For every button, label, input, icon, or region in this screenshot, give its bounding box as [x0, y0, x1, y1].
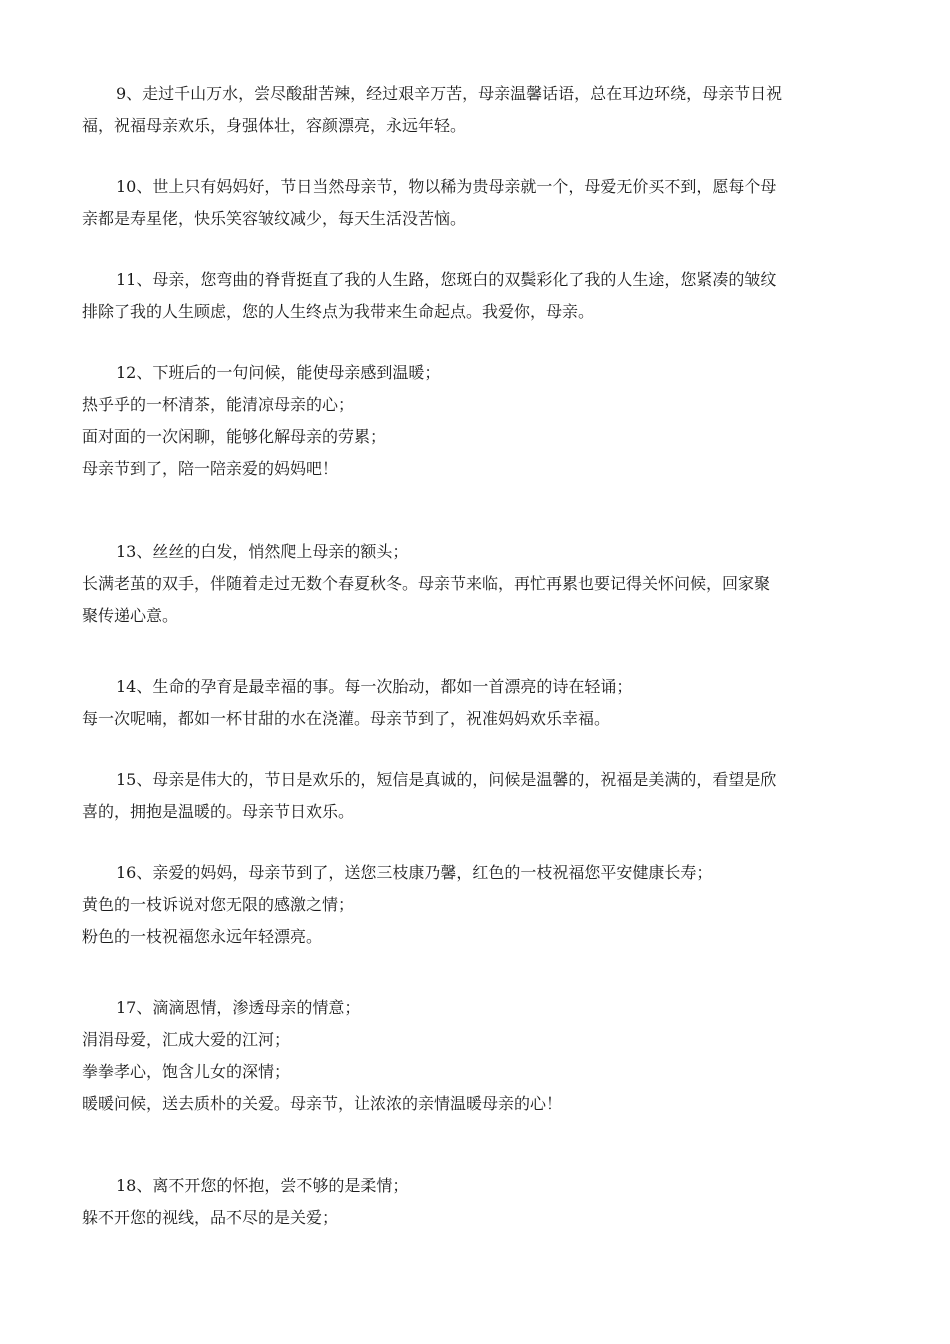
- paragraph-line: 亲都是寿星佬，快乐笑容皱纹减少，每天生活没苦恼。: [82, 209, 467, 228]
- paragraph-13: [82, 536, 872, 632]
- paragraph-line: 16、亲爱的妈妈，母亲节到了，送您三枝康乃馨，红色的一枝祝福您平安健康长寿；: [116, 863, 713, 882]
- paragraph-line: 福，祝福母亲欢乐，身强体壮，容颜漂亮，永远年轻。: [82, 116, 467, 135]
- paragraph-16: [82, 857, 872, 953]
- paragraph-line: 18、离不开您的怀抱，尝不够的是柔情；: [116, 1176, 409, 1195]
- paragraph-line: 面对面的一次闲聊，能够化解母亲的劳累；: [82, 427, 387, 446]
- paragraph-line: 17、滴滴恩情，渗透母亲的情意；: [116, 998, 361, 1017]
- paragraph-line: 母亲节到了，陪一陪亲爱的妈妈吧！: [82, 459, 339, 478]
- paragraph-line: 9、走过千山万水，尝尽酸甜苦辣，经过艰辛万苦，母亲温馨话语，总在耳边环绕，母亲节日祝: [116, 84, 783, 103]
- paragraph-line: 每一次呢喃，都如一杯甘甜的水在浇灌。母亲节到了，祝准妈妈欢乐幸福。: [82, 709, 611, 728]
- paragraph-line: 14、生命的孕育是最幸福的事。每一次胎动，都如一首漂亮的诗在轻诵；: [116, 677, 633, 696]
- paragraph-15: [82, 764, 872, 828]
- paragraph-17: [82, 992, 872, 1120]
- paragraph-line: 涓涓母爱，汇成大爱的江河；: [82, 1030, 291, 1049]
- paragraph-14: [82, 671, 872, 735]
- paragraph-line: 暖暖问候，送去质朴的关爱。母亲节，让浓浓的亲情温暖母亲的心！: [82, 1094, 563, 1113]
- paragraph-line: 拳拳孝心，饱含儿女的深情；: [82, 1062, 291, 1081]
- paragraph-18: [82, 1170, 872, 1234]
- paragraph-line: 12、下班后的一句问候，能使母亲感到温暖；: [116, 363, 441, 382]
- paragraph-line: 15、母亲是伟大的，节日是欢乐的，短信是真诚的，问候是温馨的，祝福是美满的，看望是欣: [116, 770, 777, 789]
- paragraph-line: 11、母亲，您弯曲的脊背挺直了我的人生路，您斑白的双鬓彩化了我的人生途，您紧凑的皱纹: [116, 270, 777, 289]
- paragraph-line: 长满老茧的双手，伴随着走过无数个春夏秋冬。母亲节来临，再忙再累也要记得关怀问候，回家聚: [82, 574, 771, 593]
- paragraph-line: 排除了我的人生顾虑，您的人生终点为我带来生命起点。我爱你，母亲。: [82, 302, 595, 321]
- paragraph-line: 喜的，拥抱是温暖的。母亲节日欢乐。: [82, 802, 355, 821]
- paragraph-line: 10、世上只有妈妈好，节日当然母亲节，物以稀为贵母亲就一个，母爱无价买不到，愿每个母: [116, 177, 777, 196]
- paragraph-line: 13、丝丝的白发，悄然爬上母亲的额头；: [116, 542, 409, 561]
- paragraph-line: 黄色的一枝诉说对您无限的感激之情；: [82, 895, 355, 914]
- paragraph-10: [82, 171, 872, 235]
- paragraph-line: 躲不开您的视线，品不尽的是关爱；: [82, 1208, 339, 1227]
- paragraph-9: [82, 78, 872, 142]
- paragraph-line: 热乎乎的一杯清茶，能清凉母亲的心；: [82, 395, 355, 414]
- paragraph-line: 聚传递心意。: [82, 606, 179, 625]
- paragraph-12: [82, 357, 872, 485]
- paragraph-11: [82, 264, 872, 328]
- paragraph-line: 粉色的一枝祝福您永远年轻漂亮。: [82, 927, 323, 946]
